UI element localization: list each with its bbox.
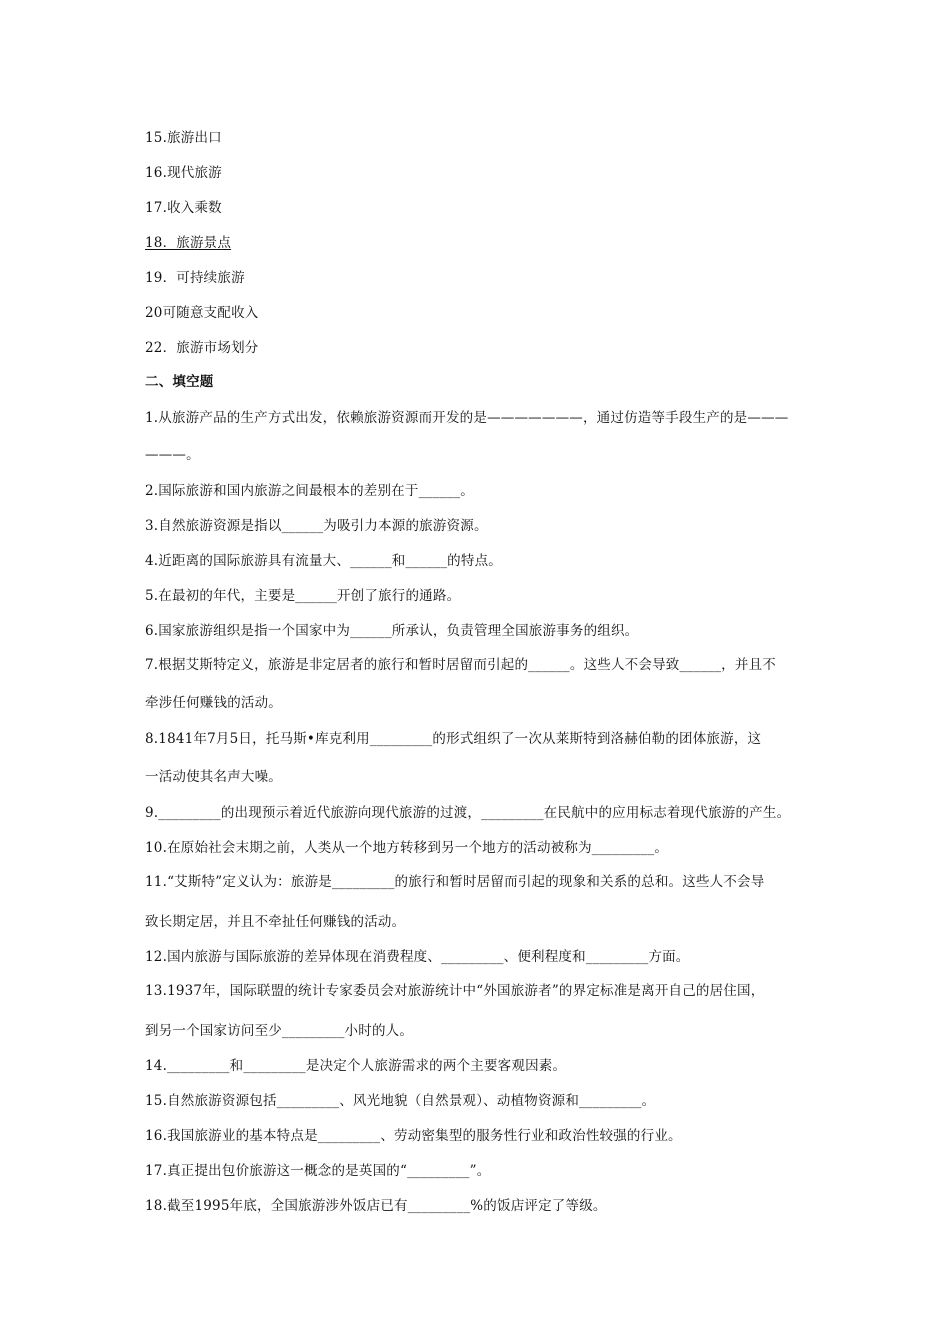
section-heading: 二、填空题 — [145, 374, 214, 390]
question-line: 一活动使其名声大噪。 — [145, 769, 282, 785]
question-line: 10.在原始社会末期之前，人类从一个地方转移到另一个地方的活动被称为_________。 — [145, 840, 669, 856]
term-item: 20可随意支配收入 — [145, 305, 259, 321]
term-item: 15.旅游出口 — [145, 130, 222, 146]
term-item: 17.收入乘数 — [145, 200, 222, 216]
term-item: 16.现代旅游 — [145, 165, 222, 181]
question-line: 2.国际旅游和国内旅游之间最根本的差别在于______。 — [145, 483, 474, 499]
question-line: 15.自然旅游资源包括_________、风光地貌（自然景观）、动植物资源和_________。 — [145, 1093, 656, 1109]
question-line: 17.真正提出包价旅游这一概念的是英国的“_________”。 — [145, 1163, 491, 1179]
question-line: 9._________的出现预示着近代旅游向现代旅游的过渡，_________在民航中的应用标志着现代旅游的产生。 — [145, 805, 791, 821]
question-line: 牵涉任何赚钱的活动。 — [145, 695, 282, 711]
term-item: 22．旅游市场划分 — [145, 340, 259, 356]
question-line: 13.1937年，国际联盟的统计专家委员会对旅游统计中“外国旅游者”的界定标准是离开自己的居住国， — [145, 983, 765, 999]
question-line: 5.在最初的年代，主要是______开创了旅行的通路。 — [145, 588, 461, 604]
question-line: 到另一个国家访问至少_________小时的人。 — [145, 1023, 414, 1039]
question-line: 11.“艾斯特”定义认为：旅游是_________的旅行和暂时居留而引起的现象和关系的总和。这些人不会导 — [145, 874, 765, 890]
question-line: 16.我国旅游业的基本特点是_________、劳动密集型的服务性行业和政治性较强的行业。 — [145, 1128, 682, 1144]
question-line: ———。 — [145, 447, 200, 463]
question-line: 致长期定居，并且不牵扯任何赚钱的活动。 — [145, 914, 406, 930]
question-line: 12.国内旅游与国际旅游的差异体现在消费程度、_________、便利程度和_________方面。 — [145, 949, 690, 965]
question-line: 4.近距离的国际旅游具有流量大、______和______的特点。 — [145, 553, 502, 569]
question-line: 18.截至1995年底，全国旅游涉外饭店已有_________%的饭店评定了等级。 — [145, 1198, 607, 1214]
question-line: 6.国家旅游组织是指一个国家中为______所承认，负责管理全国旅游事务的组织。 — [145, 623, 639, 639]
question-line: 14._________和_________是决定个人旅游需求的两个主要客观因素。 — [145, 1058, 567, 1074]
question-line: 8.1841年7月5日，托马斯•库克利用_________的形式组织了一次从莱斯特到洛赫伯勒的团体旅游，这 — [145, 731, 762, 747]
term-item-underlined: 18．旅游景点 — [145, 235, 232, 251]
question-line: 1.从旅游产品的生产方式出发，依赖旅游资源而开发的是———————，通过仿造等手段生产的是——— — [145, 410, 789, 426]
term-item: 19．可持续旅游 — [145, 270, 245, 286]
question-line: 3.自然旅游资源是指以______为吸引力本源的旅游资源。 — [145, 518, 488, 534]
question-line: 7.根据艾斯特定义，旅游是非定居者的旅行和暂时居留而引起的______。这些人不会导致______，并且不 — [145, 657, 776, 673]
